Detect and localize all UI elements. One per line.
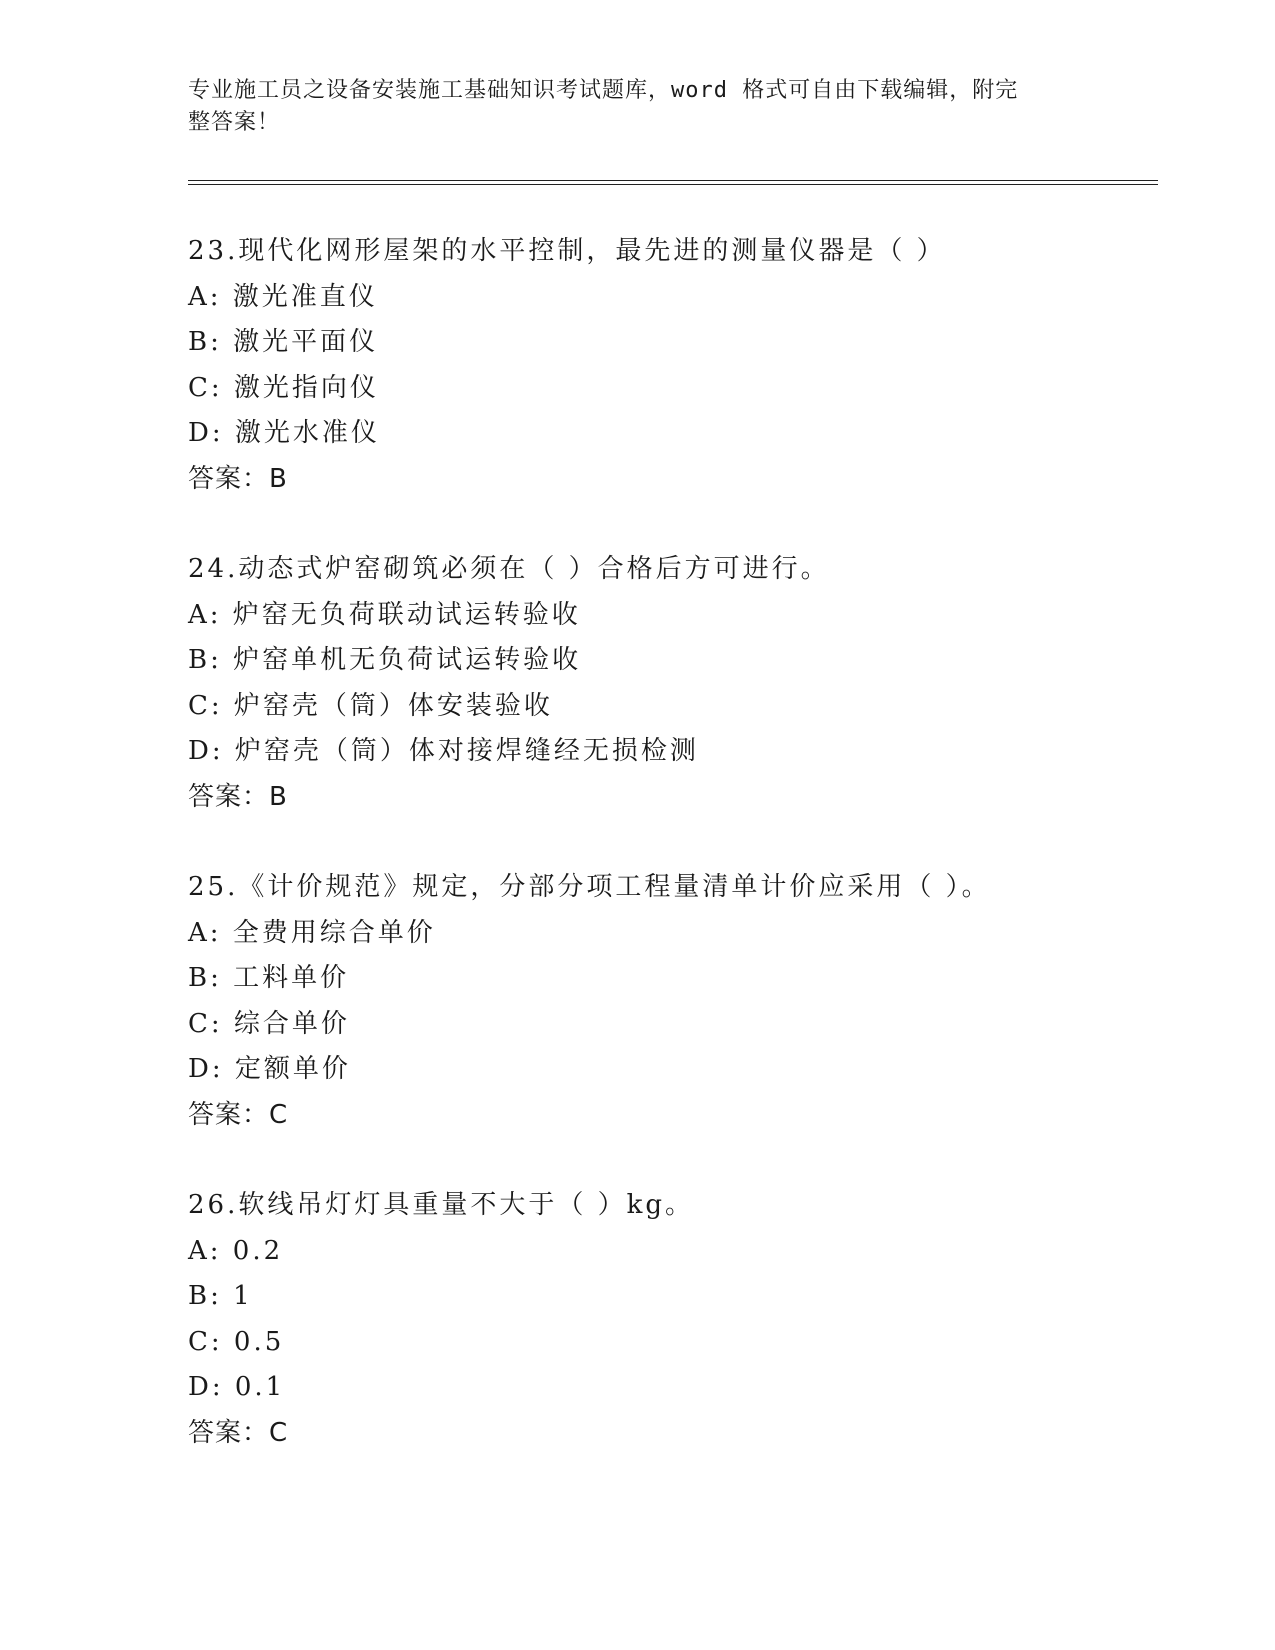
header-divider-bottom (188, 184, 1158, 185)
option-a: A: 0.2 (188, 1235, 284, 1266)
option-d: D: 激光水准仪 (188, 418, 380, 448)
header-line-2: 整答案！ (188, 110, 281, 135)
option-b: B: 炉窑单机无负荷试运转验收 (188, 645, 582, 675)
option-a: A: 炉窑无负荷联动试运转验收 (188, 599, 581, 630)
answer: 答案：C (188, 1417, 289, 1448)
option-d: D: 0.1 (188, 1372, 286, 1402)
question-title: 23.现代化网形屋架的水平控制，最先进的测量仪器是（ ） (188, 236, 946, 266)
question-23 (188, 229, 1168, 502)
header-line-1: 专业施工员之设备安装施工基础知识考试题库，word 格式可自由下载编辑，附完 (188, 78, 1019, 103)
option-a: A: 激光准直仪 (188, 281, 378, 312)
question-25 (188, 865, 1168, 1138)
option-c: C: 激光指向仪 (188, 372, 379, 403)
option-b: B: 工料单价 (188, 963, 350, 993)
question-title: 25.《计价规范》规定，分部分项工程量清单计价应采用（ ）。 (188, 872, 991, 902)
document-header (188, 75, 1068, 139)
question-title: 24.动态式炉窑砌筑必须在（ ）合格后方可进行。 (188, 554, 830, 584)
answer: 答案：B (188, 463, 288, 494)
option-c: C: 0.5 (188, 1326, 285, 1357)
option-b: B: 1 (188, 1281, 253, 1311)
option-c: C: 炉窑壳（筒）体安装验收 (188, 690, 553, 721)
option-d: D: 炉窑壳（筒）体对接焊缝经无损检测 (188, 736, 699, 766)
option-b: B: 激光平面仪 (188, 327, 379, 357)
answer: 答案：B (188, 781, 288, 812)
option-c: C: 综合单价 (188, 1008, 350, 1039)
header-divider-top (188, 180, 1158, 181)
question-title: 26.软线吊灯灯具重量不大于（ ）kg。 (188, 1190, 695, 1220)
option-a: A: 全费用综合单价 (188, 917, 436, 948)
answer: 答案：C (188, 1099, 289, 1130)
question-26 (188, 1183, 1168, 1456)
question-24 (188, 547, 1168, 820)
option-d: D: 定额单价 (188, 1054, 351, 1084)
